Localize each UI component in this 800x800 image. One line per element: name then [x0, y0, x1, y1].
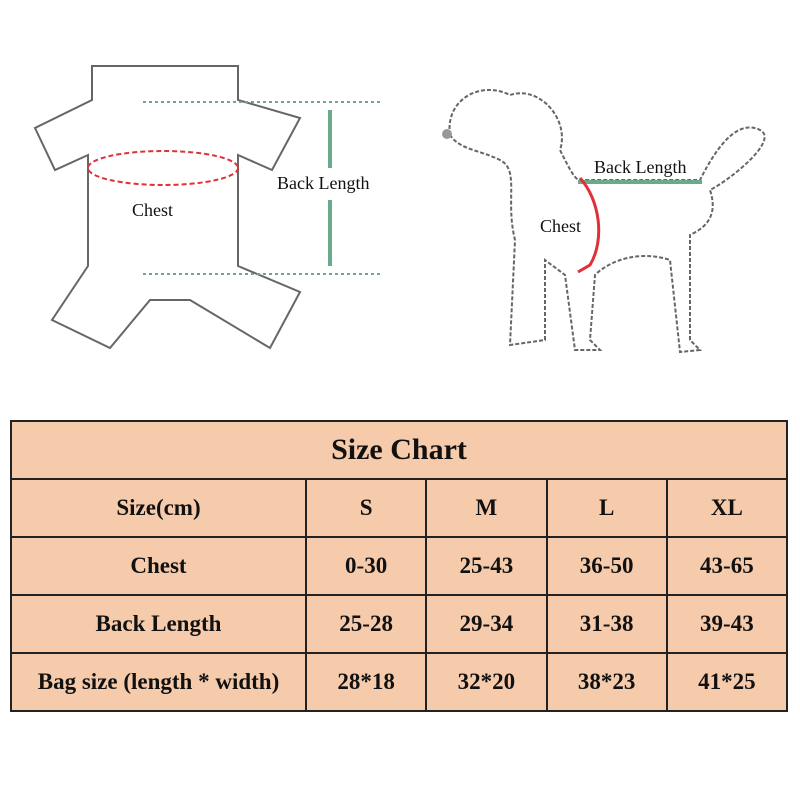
table-cell: 32*20	[426, 653, 546, 711]
table-row	[11, 653, 787, 711]
header-cell: M	[426, 479, 546, 537]
table-cell: 25-28	[306, 595, 426, 653]
table-header-row	[11, 479, 787, 537]
table-cell: 41*25	[667, 653, 787, 711]
shirt-back-length-label: Back Length	[277, 173, 370, 193]
row-label: Back Length	[11, 595, 306, 653]
row-label: Chest	[11, 537, 306, 595]
table-cell: 28*18	[306, 653, 426, 711]
header-cell: L	[547, 479, 667, 537]
table-cell: 31-38	[547, 595, 667, 653]
header-cell: Size(cm)	[11, 479, 306, 537]
header-cell: XL	[667, 479, 787, 537]
row-label: Bag size (length * width)	[11, 653, 306, 711]
dog-back-length-label: Back Length	[594, 157, 687, 177]
table-row	[11, 537, 787, 595]
table-cell: 43-65	[667, 537, 787, 595]
size-chart-table	[10, 420, 788, 712]
table-cell: 0-30	[306, 537, 426, 595]
table-cell: 25-43	[426, 537, 546, 595]
shirt-chest-label: Chest	[132, 200, 174, 220]
size-chart-title: Size Chart	[11, 421, 787, 479]
dog-chest-label: Chest	[540, 216, 582, 236]
header-cell: S	[306, 479, 426, 537]
table-cell: 36-50	[547, 537, 667, 595]
shirt-diagram	[35, 66, 380, 348]
table-cell: 39-43	[667, 595, 787, 653]
table-row	[11, 595, 787, 653]
table-cell: 38*23	[547, 653, 667, 711]
table-cell: 29-34	[426, 595, 546, 653]
dog-diagram	[442, 90, 765, 352]
